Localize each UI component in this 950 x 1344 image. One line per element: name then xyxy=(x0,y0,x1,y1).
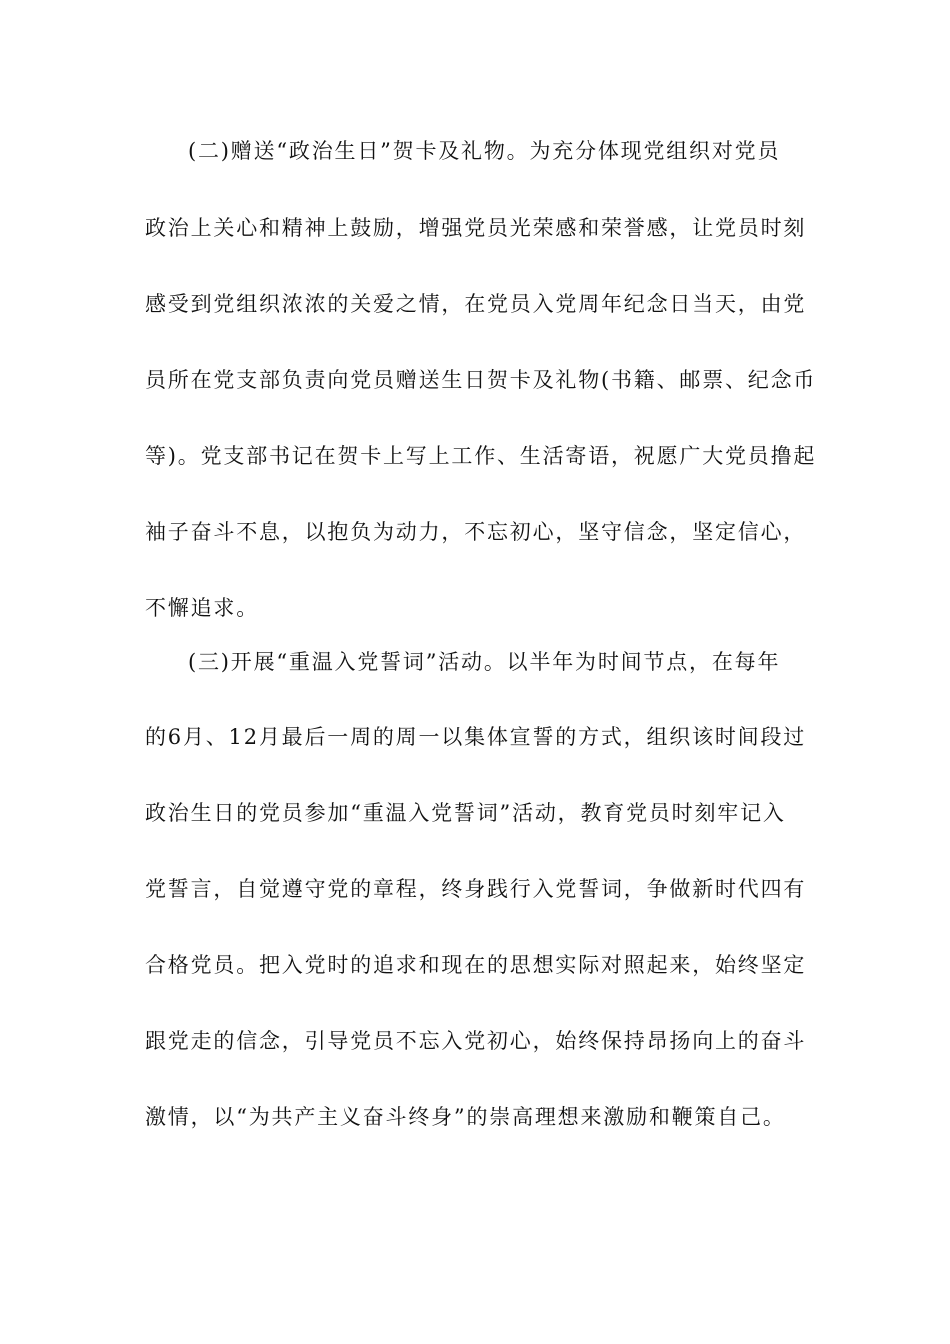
paragraph-line: 不懈追求。 xyxy=(145,596,259,620)
paragraph-line: 感受到党组织浓浓的关爱之情，在党员入党周年纪念日当天，由党 xyxy=(145,292,807,316)
paragraph-line: (三)开展“重温入党誓词”活动。以半年为时间节点，在每年 xyxy=(188,650,781,674)
paragraph-line: 党誓言，自觉遵守党的章程，终身践行入党誓词，争做新时代四有 xyxy=(145,877,807,901)
paragraph-line: (二)赠送“政治生日”贺卡及礼物。为充分体现党组织对党员 xyxy=(188,139,781,163)
paragraph-line: 的6月、12月最后一周的周一以集体宣誓的方式，组织该时间段过 xyxy=(145,725,807,749)
paragraph-line: 激情，以“为共产主义奋斗终身”的崇高理想来激励和鞭策自己。 xyxy=(145,1105,786,1129)
paragraph-line: 政治上关心和精神上鼓励，增强党员光荣感和荣誉感，让党员时刻 xyxy=(145,216,807,240)
paragraph-line: 等)。党支部书记在贺卡上写上工作、生活寄语，祝愿广大党员撸起 xyxy=(145,444,817,468)
paragraph-line: 员所在党支部负责向党员赠送生日贺卡及礼物(书籍、邮票、纪念币 xyxy=(145,368,817,392)
paragraph-line: 政治生日的党员参加“重温入党誓词”活动，教育党员时刻牢记入 xyxy=(145,801,786,825)
paragraph-line: 合格党员。把入党时的追求和现在的思想实际对照起来，始终坚定 xyxy=(145,953,807,977)
paragraph-line: 跟党走的信念，引导党员不忘入党初心，始终保持昂扬向上的奋斗 xyxy=(145,1029,807,1053)
paragraph-line: 袖子奋斗不息，以抱负为动力，不忘初心，坚守信念，坚定信心， xyxy=(145,520,807,544)
